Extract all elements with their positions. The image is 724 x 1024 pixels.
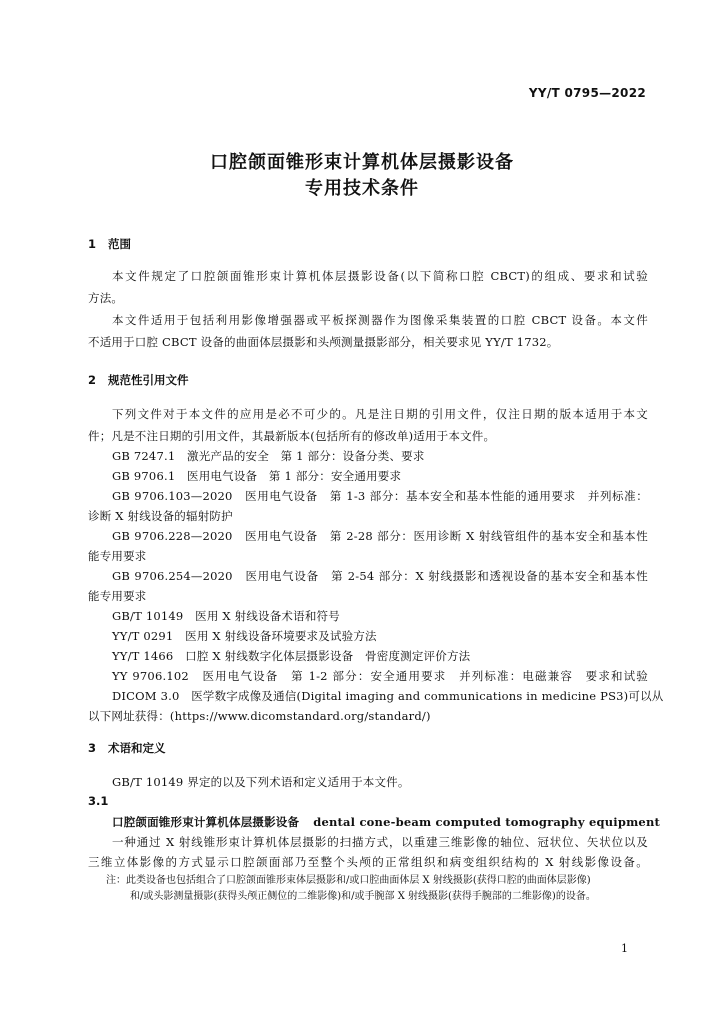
reference-item: GB 9706.254—2020 医用电气设备 第 2-54 部分：X 射线摄影和透视设备的基本安全和基本性	[112, 569, 648, 583]
reference-item: DICOM 3.0 医学数字成像及通信(Digital imaging and communications in medicine PS3)可以从	[112, 689, 664, 703]
reference-item: YY/T 1466 口腔 X 射线数字化体层摄影设备 骨密度测定评价方法	[112, 649, 471, 663]
paragraph-line: 件；凡是不注日期的引用文件，其最新版本(包括所有的修改单)适用于本文件。	[88, 429, 496, 443]
term-chinese: 口腔颌面锥形束计算机体层摄影设备	[112, 815, 300, 829]
section-number: 1	[88, 237, 97, 251]
document-title-line1: 口腔颌面锥形束计算机体层摄影设备	[210, 152, 514, 173]
section-2-heading	[88, 372, 189, 388]
term-english: dental cone-beam computed tomography equipment	[313, 815, 661, 829]
reference-item: YY 9706.102 医用电气设备 第 1-2 部分：安全通用要求 并列标准：电磁兼容 要求和试验	[112, 669, 648, 683]
section-title: 范围	[108, 237, 131, 251]
section-title: 术语和定义	[108, 741, 166, 755]
section-number: 2	[88, 373, 97, 387]
paragraph-line: 本文件规定了口腔颌面锥形束计算机体层摄影设备(以下简称口腔 CBCT)的组成、要求和试验	[112, 269, 648, 283]
reference-item-cont: 能专用要求	[88, 589, 147, 603]
reference-item: GB 9706.228—2020 医用电气设备 第 2-28 部分：医用诊断 X 射线管组件的基本安全和基本性	[112, 529, 648, 543]
document-title-line2: 专用技术条件	[305, 178, 419, 199]
standard-code: YY/T 0795—2022	[528, 86, 646, 100]
paragraph-line: 不适用于口腔 CBCT 设备的曲面体层摄影和头颅测量摄影部分，相关要求见 YY/T 1732。	[88, 335, 559, 349]
reference-item: GB 7247.1 激光产品的安全 第 1 部分：设备分类、要求	[112, 449, 425, 463]
section-3-heading	[88, 740, 166, 756]
reference-item: GB 9706.1 医用电气设备 第 1 部分：安全通用要求	[112, 469, 402, 483]
section-number: 3	[88, 741, 97, 755]
paragraph-line: GB/T 10149 界定的以及下列术语和定义适用于本文件。	[112, 775, 410, 789]
reference-item-cont: 以下网址获得：(https://www.dicomstandard.org/standard/)	[88, 709, 431, 723]
page-number: 1	[621, 942, 628, 955]
paragraph-line: 本文件适用于包括利用影像增强器或平板探测器作为图像采集装置的口腔 CBCT 设备。本文件	[112, 313, 648, 327]
subclause-number: 3.1	[88, 794, 109, 808]
note-line: 注：此类设备也包括组合了口腔颌面锥形束体层摄影和/或口腔曲面体层 X 射线摄影(获得口腔的曲面体层影像)	[106, 875, 591, 886]
section-title: 规范性引用文件	[108, 373, 189, 387]
paragraph-line: 方法。	[88, 291, 124, 305]
reference-item-cont: 能专用要求	[88, 549, 147, 563]
reference-item: YY/T 0291 医用 X 射线设备环境要求及试验方法	[112, 629, 377, 643]
note-line: 和/或头影测量摄影(获得头颅正侧位的二维影像)和/或手腕部 X 射线摄影(获得手腕部的二维影像)的设备。	[130, 891, 596, 902]
reference-item: GB 9706.103—2020 医用电气设备 第 1-3 部分：基本安全和基本性能的通用要求 并列标准：	[112, 489, 648, 503]
definition-line: 三维立体影像的方式显示口腔颌面部乃至整个头颅的正常组织和病变组织结构的 X 射线影像设备。	[88, 855, 648, 869]
section-1-heading	[88, 236, 131, 252]
definition-line: 一种通过 X 射线锥形束计算机体层摄影的扫描方式，以重建三维影像的轴位、冠状位、矢状位以及	[112, 835, 648, 849]
paragraph-line: 下列文件对于本文件的应用是必不可少的。凡是注日期的引用文件，仅注日期的版本适用于本文	[112, 407, 648, 421]
reference-item-cont: 诊断 X 射线设备的辐射防护	[88, 509, 233, 523]
term-entry	[112, 814, 661, 830]
reference-item: GB/T 10149 医用 X 射线设备术语和符号	[112, 609, 340, 623]
